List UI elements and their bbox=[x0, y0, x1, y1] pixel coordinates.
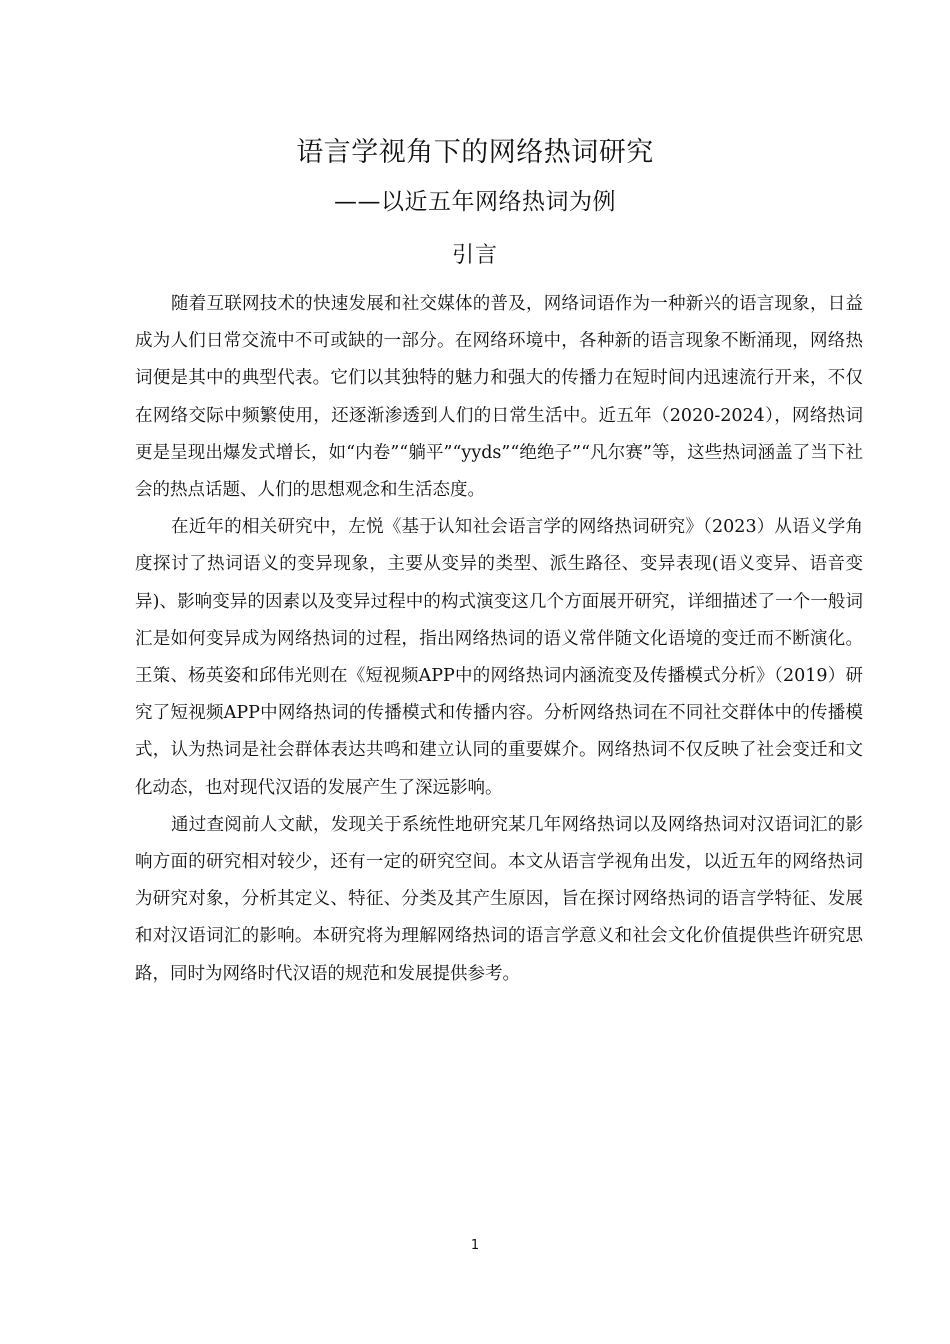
section-heading: 引言 bbox=[451, 243, 498, 268]
page-number: 1 bbox=[470, 1238, 480, 1253]
page-title: 语言学视角下的网络热词研究 bbox=[296, 137, 654, 168]
paragraph-2: 在近年的相关研究中，左悦《基于认知社会语言学的网络热词研究》（2023）从语义学角度探讨了热词语义的变异现象，主要从变异的类型、派生路径、变异表现(语义变异、语音变异)、影响变异的因素以及变异过程中的构式演变这几个方面展开研究，详细描述了一个一般词汇是如何变异成为网络热词的过程，指出网络热词的语义常伴随文化语境的变迁而不断演化。王策、杨英姿和邱伟光则在《短视频APP中的网络热词内涵流变及传播模式分析》（2019）研究了短视频APP中网络热词的传播模式和传播内容。分析网络热词在不同社交群体中的传播模式，认为热词是社会群体表达共鸣和建立认同的重要媒介。网络热词不仅反映了社会变迁和文化动态，也对现代汉语的发展产生了深远影响。 bbox=[135, 517, 863, 798]
paragraph-1: 随着互联网技术的快速发展和社交媒体的普及，网络词语作为一种新兴的语言现象，日益成为人们日常交流中不可或缺的一部分。在网络环境中，各种新的语言现象不断涌现，网络热词便是其中的典型代表。它们以其独特的魅力和强大的传播力在短时间内迅速流行开来，不仅在网络交际中频繁使用，还逐渐渗透到人们的日常生活中。近五年（2020-2024），网络热词更是呈现出爆发式增长，如“内卷”“躺平”“yyds”“绝绝子”“凡尔赛”等，这些热词涵盖了当下社会的热点话题、人们的思想观念和生活态度。 bbox=[135, 294, 863, 501]
page-subtitle: ——以近五年网络热词为例 bbox=[334, 189, 616, 215]
paragraph-3: 通过查阅前人文献，发现关于系统性地研究某几年网络热词以及网络热词对汉语词汇的影响方面的研究相对较少，还有一定的研究空间。本文从语言学视角出发，以近五年的网络热词为研究对象，分析其定义、特征、分类及其产生原因，旨在探讨网络热词的语言学特征、发展和对汉语词汇的影响。本研究将为理解网络热词的语言学意义和社会文化价值提供些许研究思路，同时为网络时代汉语的规范和发展提供参考。 bbox=[135, 814, 863, 984]
body-text bbox=[135, 286, 863, 993]
